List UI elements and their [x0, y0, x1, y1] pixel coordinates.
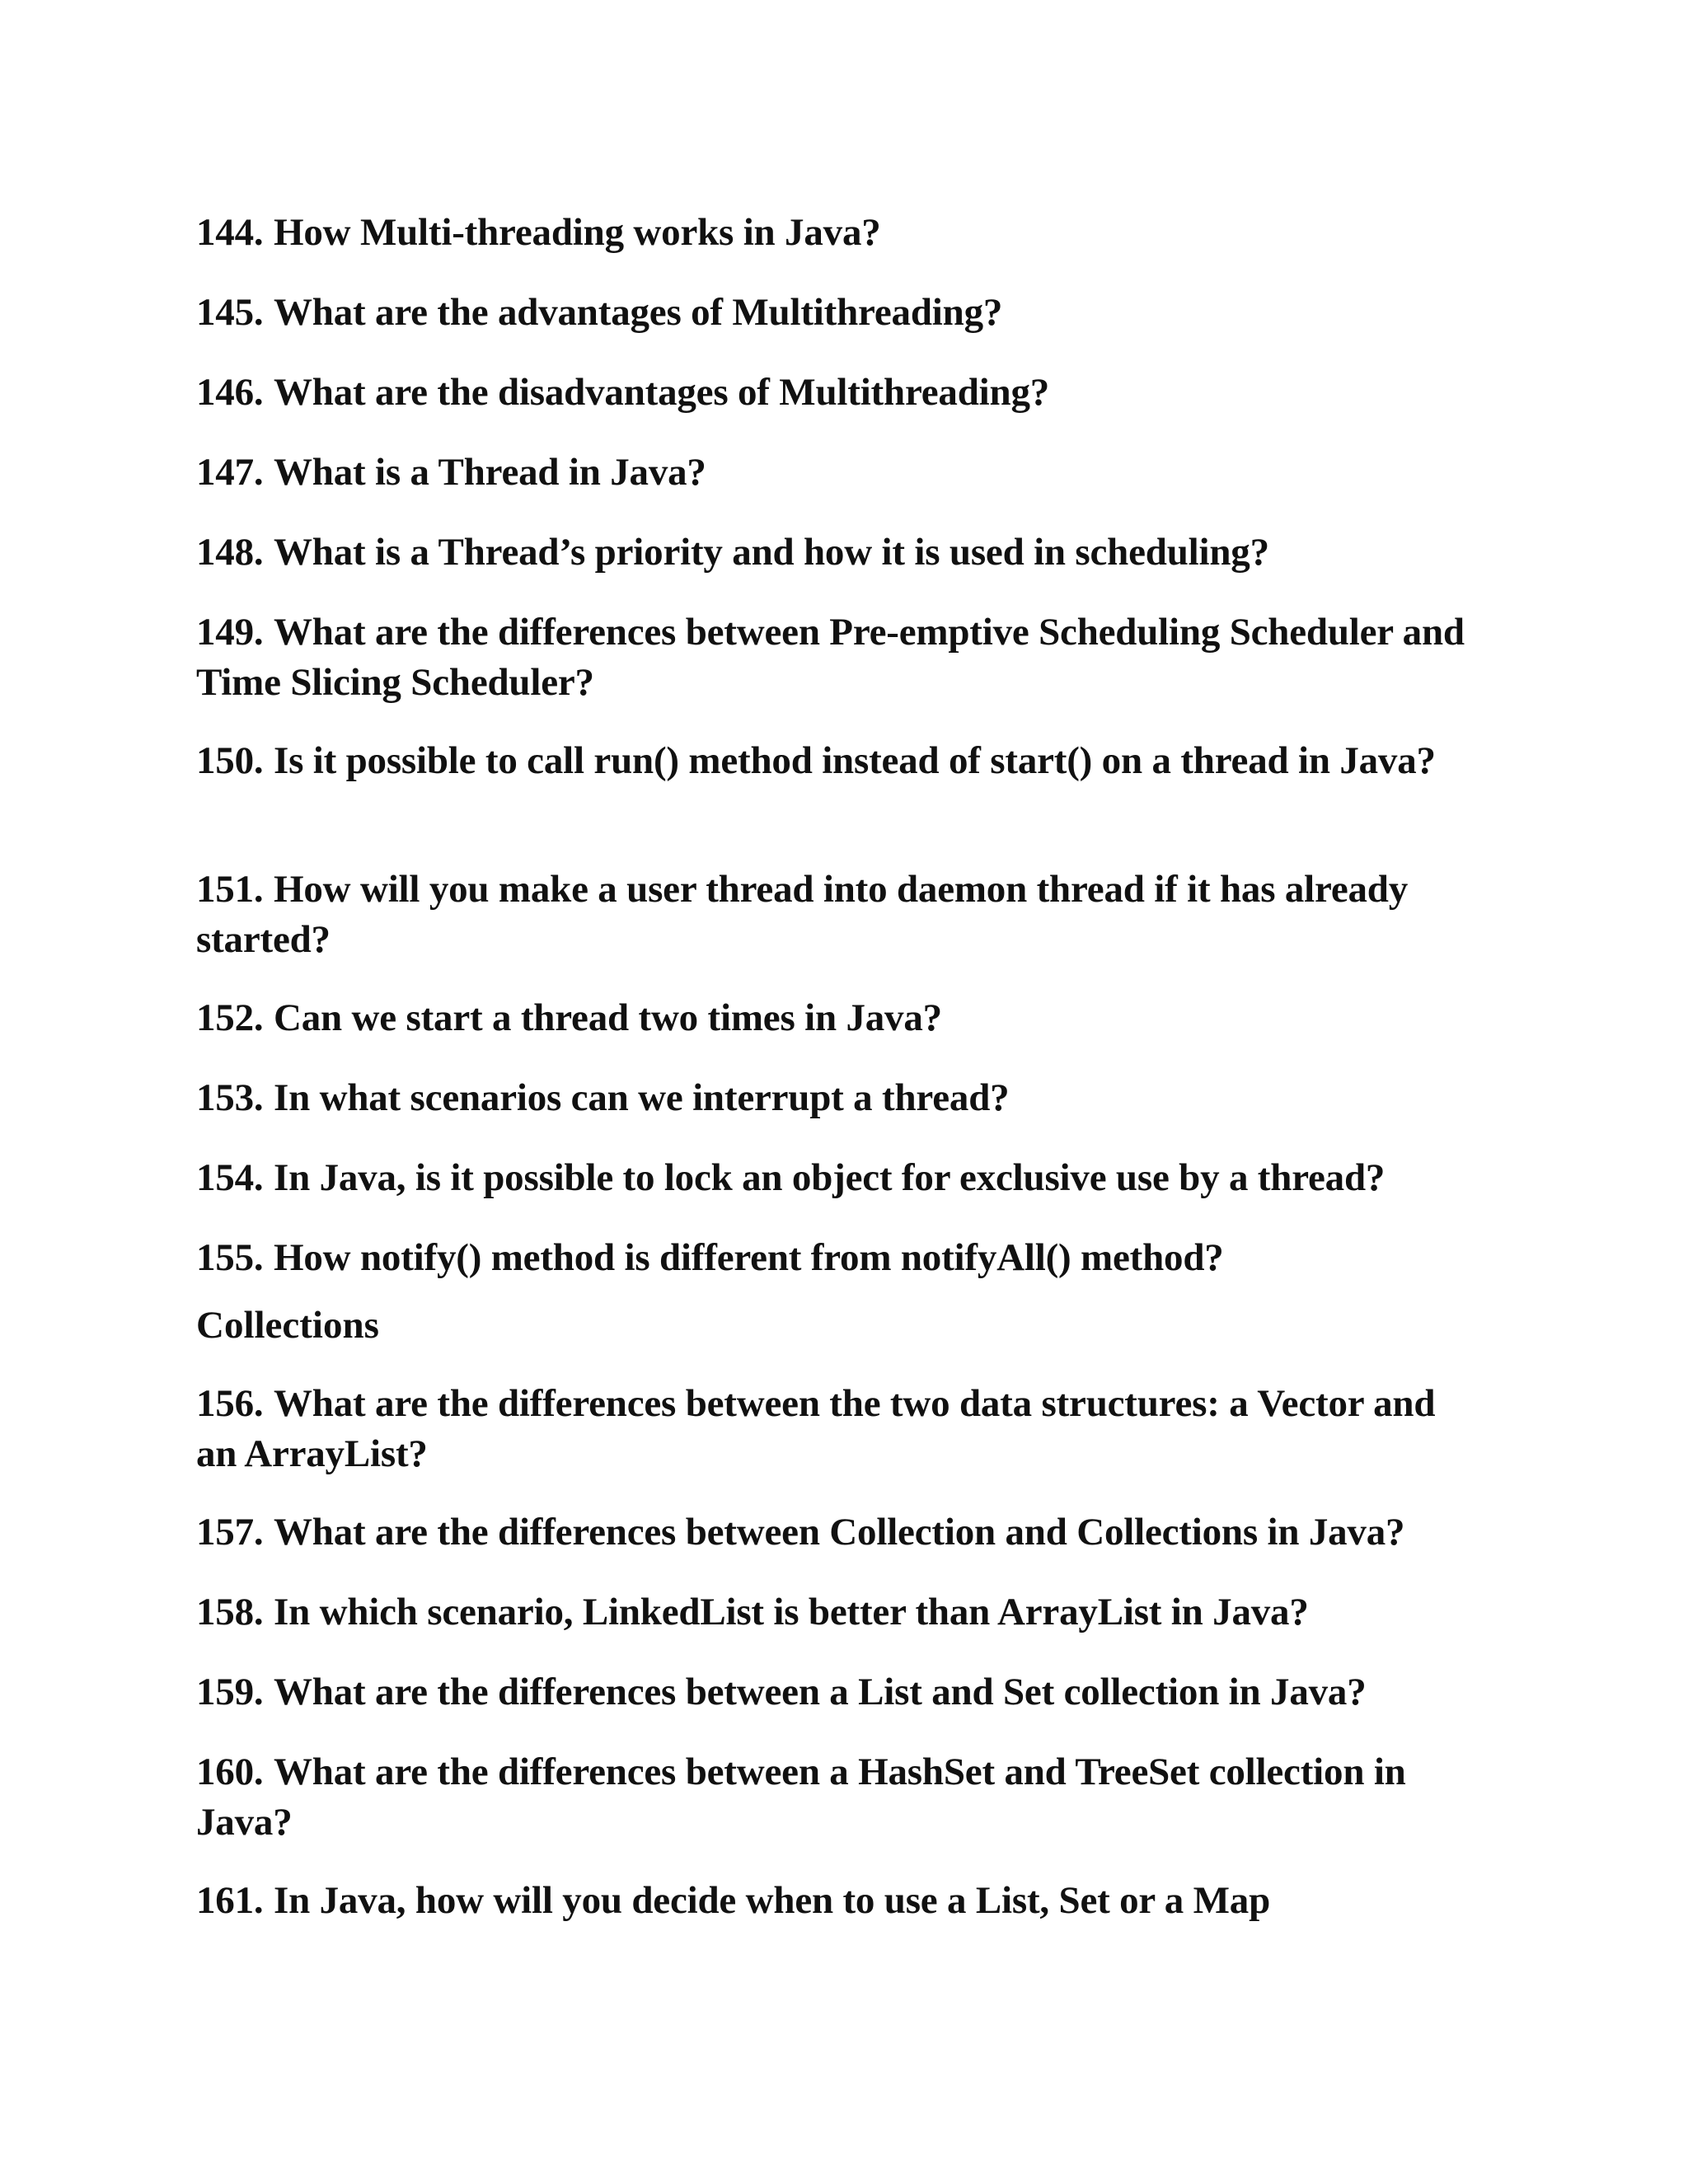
- question-text: In Java, is it possible to lock an object for exclusive use by a thread?: [274, 1156, 1386, 1199]
- question-number: 153.: [196, 1076, 264, 1119]
- question-number: 152.: [196, 996, 264, 1039]
- question-156: [196, 1379, 1482, 1479]
- question-150: [196, 736, 1482, 786]
- question-text: What are the differences between a HashSet and TreeSet collection in Java?: [196, 1750, 1406, 1844]
- question-147: [196, 448, 1482, 498]
- question-number: 146.: [196, 371, 264, 414]
- question-number: 157.: [196, 1511, 264, 1554]
- question-number: 147.: [196, 451, 264, 494]
- question-text: Is it possible to call run() method instead of start() on a thread in Java?: [274, 739, 1436, 782]
- question-161: [196, 1876, 1482, 1926]
- question-number: 160.: [196, 1750, 264, 1793]
- question-text: What is a Thread in Java?: [274, 451, 706, 494]
- question-number: 154.: [196, 1156, 264, 1199]
- question-text: In Java, how will you decide when to use a List, Set or a Map: [274, 1879, 1271, 1922]
- question-149: [196, 607, 1482, 708]
- question-number: 148.: [196, 531, 264, 574]
- question-144: [196, 208, 1482, 258]
- question-145: [196, 288, 1482, 338]
- question-text: What are the differences between Pre-emptive Scheduling Scheduler and Time Slicing Scheduler?: [196, 611, 1465, 704]
- question-153: [196, 1073, 1482, 1123]
- question-155: [196, 1233, 1482, 1283]
- question-number: 159.: [196, 1671, 264, 1713]
- question-text: What are the disadvantages of Multithreading?: [274, 371, 1050, 414]
- question-146: [196, 368, 1482, 418]
- question-157: [196, 1507, 1482, 1558]
- question-160: [196, 1747, 1482, 1848]
- question-text: Can we start a thread two times in Java?: [274, 996, 942, 1039]
- question-number: 151.: [196, 868, 264, 911]
- question-number: 161.: [196, 1879, 264, 1922]
- question-number: 150.: [196, 739, 264, 782]
- question-number: 144.: [196, 211, 264, 254]
- question-148: [196, 527, 1482, 578]
- question-text: What is a Thread’s priority and how it is used in scheduling?: [274, 531, 1269, 574]
- question-151: [196, 865, 1482, 965]
- question-158: [196, 1587, 1482, 1638]
- question-text: What are the differences between the two data structures: a Vector and an ArrayList?: [196, 1382, 1436, 1475]
- question-152: [196, 993, 1482, 1043]
- question-text: In which scenario, LinkedList is better than ArrayList in Java?: [274, 1591, 1309, 1633]
- question-text: What are the advantages of Multithreading?: [274, 291, 1003, 334]
- question-number: 149.: [196, 611, 264, 654]
- question-text: How will you make a user thread into daemon thread if it has already started?: [196, 868, 1409, 961]
- question-number: 156.: [196, 1382, 264, 1425]
- question-number: 158.: [196, 1591, 264, 1633]
- question-number: 155.: [196, 1236, 264, 1279]
- question-number: 145.: [196, 291, 264, 334]
- question-text: What are the differences between Collection and Collections in Java?: [274, 1511, 1405, 1554]
- question-text: How Multi-threading works in Java?: [274, 211, 881, 254]
- question-154: [196, 1153, 1482, 1203]
- question-text: What are the differences between a List and Set collection in Java?: [274, 1671, 1367, 1713]
- question-text: In what scenarios can we interrupt a thread?: [274, 1076, 1010, 1119]
- question-159: [196, 1667, 1482, 1718]
- question-text: How notify() method is different from notifyAll() method?: [274, 1236, 1224, 1279]
- section-heading: Collections: [196, 1304, 379, 1347]
